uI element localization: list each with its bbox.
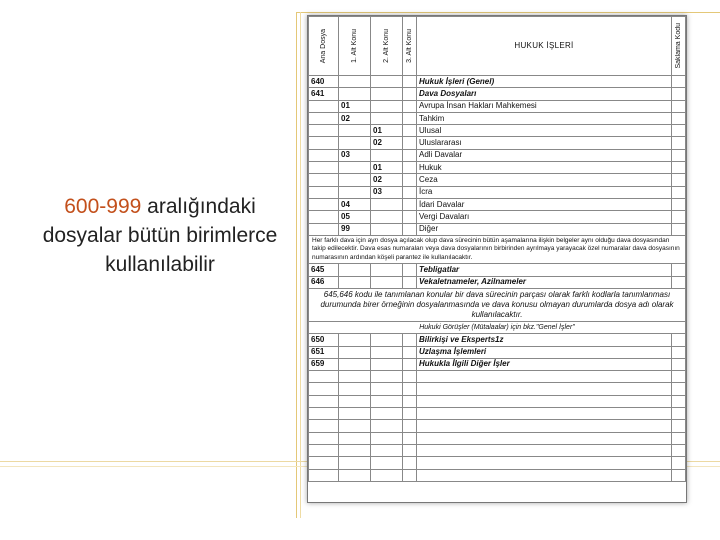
row-title: Dava Dosyaları xyxy=(417,88,672,100)
row-code xyxy=(371,334,403,346)
empty-cell xyxy=(371,420,403,432)
empty-cell xyxy=(403,420,417,432)
table-row xyxy=(309,125,686,137)
empty-cell xyxy=(309,432,339,444)
row-saklama-cell xyxy=(672,162,686,174)
empty-cell xyxy=(309,383,339,395)
empty-row xyxy=(309,432,686,444)
row-code: 659 xyxy=(309,358,339,370)
empty-cell xyxy=(339,408,371,420)
empty-cell xyxy=(672,444,686,456)
empty-cell xyxy=(417,420,672,432)
empty-cell xyxy=(403,395,417,407)
note-row-2 xyxy=(309,288,686,321)
row-code xyxy=(309,162,339,174)
row-title: Uzlaşma İşlemleri xyxy=(417,346,672,358)
empty-cell xyxy=(417,408,672,420)
row-code xyxy=(339,264,371,276)
row-saklama-cell xyxy=(672,346,686,358)
header-ana-dosya: Ana Dosya xyxy=(309,17,339,76)
row-code: 04 xyxy=(339,198,371,210)
empty-cell xyxy=(371,383,403,395)
empty-row xyxy=(309,383,686,395)
row-code xyxy=(403,174,417,186)
row-code: 650 xyxy=(309,334,339,346)
row-code: 645 xyxy=(309,264,339,276)
row-saklama-cell xyxy=(672,112,686,124)
row-code: 651 xyxy=(309,346,339,358)
row-code xyxy=(309,125,339,137)
empty-cell xyxy=(417,371,672,383)
row-code xyxy=(309,174,339,186)
header-alt-konu-3: 3. Alt Konu xyxy=(403,17,417,76)
row-code xyxy=(403,88,417,100)
empty-cell xyxy=(371,469,403,481)
row-code: 01 xyxy=(371,162,403,174)
row-code xyxy=(339,186,371,198)
empty-cell xyxy=(672,420,686,432)
caption-text: aralığındaki dosyalar bütün birimlerce kullanılabilir xyxy=(42,195,278,276)
empty-row xyxy=(309,469,686,481)
row-code xyxy=(309,211,339,223)
row-code xyxy=(403,198,417,210)
row-code xyxy=(371,276,403,288)
row-code: 641 xyxy=(309,88,339,100)
empty-cell xyxy=(309,420,339,432)
row-code: 05 xyxy=(339,211,371,223)
header-saklama-kodu: Saklama Kodu xyxy=(672,17,686,76)
empty-cell xyxy=(417,395,672,407)
row-saklama-cell xyxy=(672,137,686,149)
row-title: İdari Davalar xyxy=(417,198,672,210)
table-row xyxy=(309,346,686,358)
table-row xyxy=(309,198,686,210)
row-saklama-cell xyxy=(672,211,686,223)
empty-cell xyxy=(403,444,417,456)
note-text-2: 645,646 kodu ile tanımlanan konular bir dava sürecinin parçası olarak farklı kodlarla tanımlanması durumunda birer örneğinin dosyalanmasında ve dava konusu olmayan durumlarda dosya adı olarak kullanılacaktır. xyxy=(309,288,686,321)
row-title: Tahkim xyxy=(417,112,672,124)
empty-cell xyxy=(417,469,672,481)
empty-cell xyxy=(371,408,403,420)
table-row xyxy=(309,162,686,174)
row-code xyxy=(403,162,417,174)
row-saklama-cell xyxy=(672,223,686,235)
row-code xyxy=(339,334,371,346)
row-title: İcra xyxy=(417,186,672,198)
row-code xyxy=(371,223,403,235)
row-saklama-cell xyxy=(672,186,686,198)
row-code: 02 xyxy=(371,174,403,186)
empty-cell xyxy=(309,457,339,469)
empty-cell xyxy=(417,432,672,444)
row-code xyxy=(403,100,417,112)
table-row xyxy=(309,76,686,88)
table-row xyxy=(309,358,686,370)
row-code xyxy=(403,264,417,276)
row-code: 02 xyxy=(339,112,371,124)
frame-line-top xyxy=(296,12,720,13)
table-row xyxy=(309,149,686,161)
empty-cell xyxy=(309,371,339,383)
file-plan-table xyxy=(308,16,686,482)
header-title: HUKUK İŞLERİ xyxy=(417,17,672,76)
empty-cell xyxy=(403,408,417,420)
row-code: 03 xyxy=(339,149,371,161)
empty-cell xyxy=(417,444,672,456)
empty-cell xyxy=(339,395,371,407)
row-title: Bilirkişi ve Eksperts1z xyxy=(417,334,672,346)
table-row xyxy=(309,334,686,346)
row-title: Ceza xyxy=(417,174,672,186)
empty-cell xyxy=(371,457,403,469)
empty-cell xyxy=(672,457,686,469)
empty-cell xyxy=(339,432,371,444)
row-saklama-cell xyxy=(672,174,686,186)
row-code xyxy=(371,346,403,358)
header-alt-konu-2: 2. Alt Konu xyxy=(371,17,403,76)
row-code xyxy=(403,149,417,161)
empty-row xyxy=(309,371,686,383)
note-row-3 xyxy=(309,321,686,333)
table-row xyxy=(309,174,686,186)
row-title: Diğer xyxy=(417,223,672,235)
empty-row xyxy=(309,444,686,456)
empty-row xyxy=(309,457,686,469)
row-title: Vergi Davaları xyxy=(417,211,672,223)
empty-cell xyxy=(371,432,403,444)
table-row xyxy=(309,112,686,124)
empty-cell xyxy=(309,469,339,481)
row-code xyxy=(371,88,403,100)
row-code xyxy=(371,112,403,124)
table-row xyxy=(309,276,686,288)
row-code: 02 xyxy=(371,137,403,149)
header-alt-konu-1: 1. Alt Konu xyxy=(339,17,371,76)
row-code: 03 xyxy=(371,186,403,198)
row-code xyxy=(339,125,371,137)
row-saklama-cell xyxy=(672,125,686,137)
row-code xyxy=(309,223,339,235)
table-row xyxy=(309,223,686,235)
row-saklama-cell xyxy=(672,88,686,100)
empty-cell xyxy=(371,371,403,383)
row-saklama-cell xyxy=(672,264,686,276)
row-code xyxy=(403,137,417,149)
table-row xyxy=(309,100,686,112)
row-title: Vekaletnameler, Azilnameler xyxy=(417,276,672,288)
empty-cell xyxy=(371,395,403,407)
row-saklama-cell xyxy=(672,358,686,370)
row-code xyxy=(339,76,371,88)
empty-cell xyxy=(417,457,672,469)
frame-line-left-inner xyxy=(300,12,301,518)
row-code xyxy=(339,88,371,100)
empty-cell xyxy=(309,408,339,420)
row-code xyxy=(309,100,339,112)
caption-range: 600-999 xyxy=(64,195,142,218)
row-code: 646 xyxy=(309,276,339,288)
note-text-3: Hukuki Görüşler (Mütalaalar) için bkz."Genel İşler" xyxy=(309,321,686,333)
row-code xyxy=(309,137,339,149)
empty-cell xyxy=(309,395,339,407)
row-code xyxy=(371,100,403,112)
row-title: Hukuk İşleri (Genel) xyxy=(417,76,672,88)
note-text-1: Her farklı dava için ayrı dosya açılacak olup dava sürecinin bütün aşamalarına ilişkin belgeler aynı olduğu dava dosyasından takip edilecektir. Dava esas numaraları veya dava dosyalarının birbirinden ayrılmaya yarayacak özel numaralar dava dosyasının numarasının ardından köşeli parantez ile kullanılacaktır. xyxy=(309,235,686,264)
row-saklama-cell xyxy=(672,76,686,88)
row-code xyxy=(403,358,417,370)
row-saklama-cell xyxy=(672,334,686,346)
row-code: 01 xyxy=(339,100,371,112)
empty-cell xyxy=(371,444,403,456)
table-header-row xyxy=(309,17,686,76)
row-saklama-cell xyxy=(672,276,686,288)
empty-row xyxy=(309,420,686,432)
row-title: Adli Davalar xyxy=(417,149,672,161)
row-code xyxy=(403,346,417,358)
row-code xyxy=(371,76,403,88)
document-scan xyxy=(307,15,687,503)
frame-line-left xyxy=(296,12,297,518)
table-row xyxy=(309,186,686,198)
empty-cell xyxy=(403,383,417,395)
row-code xyxy=(309,149,339,161)
row-code xyxy=(309,112,339,124)
empty-cell xyxy=(403,432,417,444)
empty-cell xyxy=(672,432,686,444)
empty-cell xyxy=(672,371,686,383)
empty-cell xyxy=(403,457,417,469)
table-row xyxy=(309,137,686,149)
empty-cell xyxy=(403,371,417,383)
empty-cell xyxy=(672,395,686,407)
empty-cell xyxy=(672,383,686,395)
note-row-1 xyxy=(309,235,686,264)
row-code xyxy=(339,276,371,288)
empty-row xyxy=(309,408,686,420)
row-code xyxy=(339,174,371,186)
empty-cell xyxy=(339,383,371,395)
empty-cell xyxy=(339,444,371,456)
row-code xyxy=(403,112,417,124)
row-code xyxy=(339,346,371,358)
row-code xyxy=(403,223,417,235)
row-title: Hukukla İlgili Diğer İşler xyxy=(417,358,672,370)
row-code xyxy=(403,276,417,288)
empty-row xyxy=(309,395,686,407)
row-saklama-cell xyxy=(672,100,686,112)
slide-caption xyxy=(30,192,290,279)
row-code xyxy=(403,125,417,137)
empty-cell xyxy=(672,408,686,420)
row-code xyxy=(403,186,417,198)
row-code xyxy=(403,211,417,223)
row-title: Avrupa İnsan Hakları Mahkemesi xyxy=(417,100,672,112)
empty-cell xyxy=(339,469,371,481)
row-code xyxy=(371,358,403,370)
empty-cell xyxy=(417,383,672,395)
empty-cell xyxy=(672,469,686,481)
row-code: 99 xyxy=(339,223,371,235)
row-title: Hukuk xyxy=(417,162,672,174)
row-code xyxy=(371,149,403,161)
row-code xyxy=(371,264,403,276)
row-code xyxy=(371,211,403,223)
table-row xyxy=(309,264,686,276)
row-code xyxy=(339,358,371,370)
row-saklama-cell xyxy=(672,149,686,161)
row-code xyxy=(403,334,417,346)
empty-cell xyxy=(339,371,371,383)
empty-cell xyxy=(339,420,371,432)
empty-cell xyxy=(403,469,417,481)
table-row xyxy=(309,211,686,223)
empty-cell xyxy=(339,457,371,469)
row-code xyxy=(371,198,403,210)
row-code xyxy=(309,186,339,198)
row-saklama-cell xyxy=(672,198,686,210)
row-code xyxy=(339,137,371,149)
row-code: 640 xyxy=(309,76,339,88)
table-row xyxy=(309,88,686,100)
row-code xyxy=(339,162,371,174)
empty-cell xyxy=(309,444,339,456)
row-code xyxy=(403,76,417,88)
row-code xyxy=(309,198,339,210)
row-title: Ulusal xyxy=(417,125,672,137)
row-title: Tebligatlar xyxy=(417,264,672,276)
row-title: Uluslararası xyxy=(417,137,672,149)
row-code: 01 xyxy=(371,125,403,137)
